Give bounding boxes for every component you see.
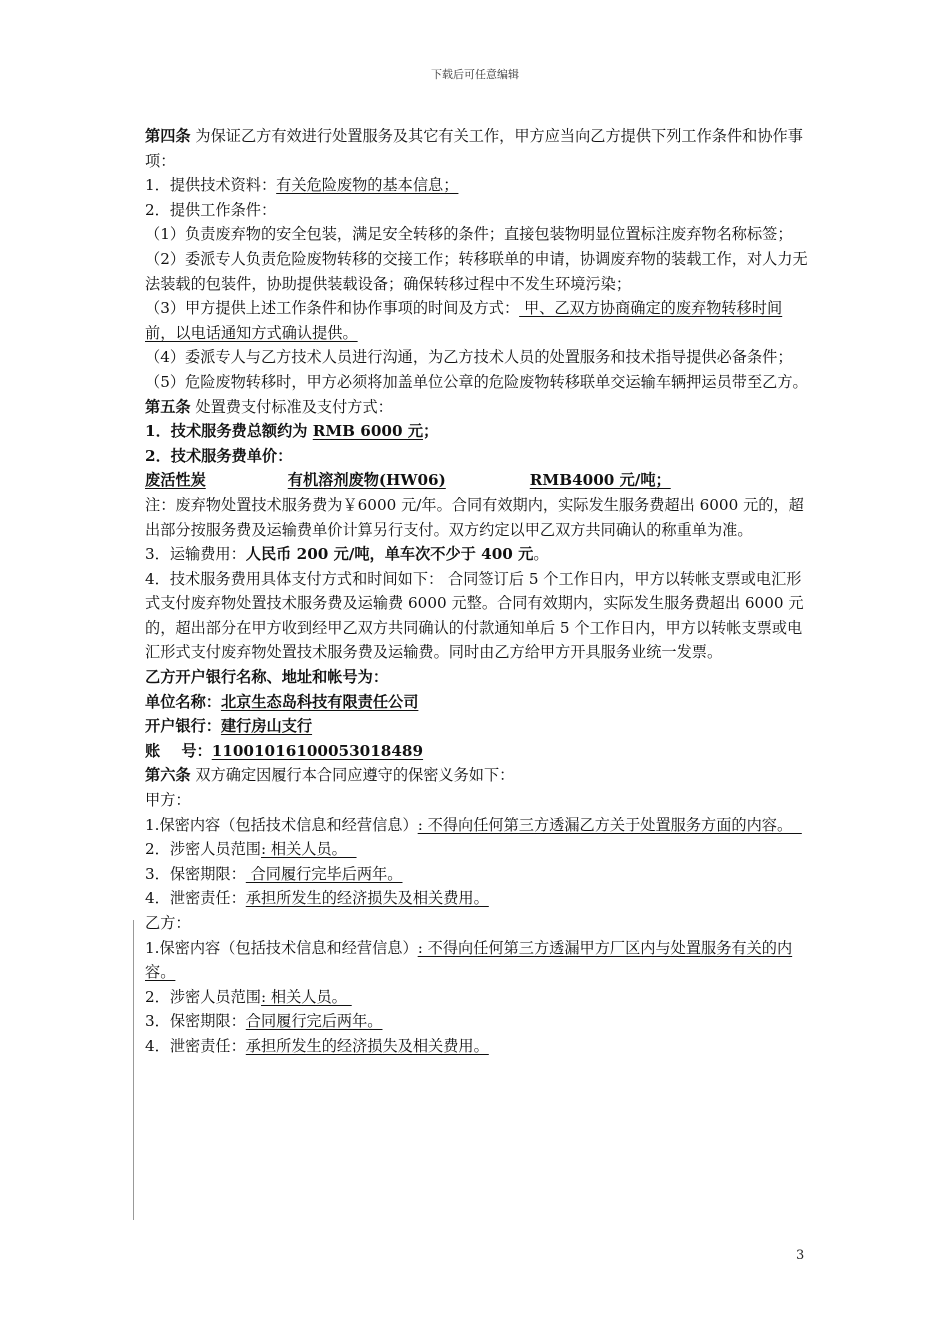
page-header: 下载后可任意编辑 <box>431 68 519 81</box>
article4-sub5: （5）危险废物转移时，甲方必须将加盖单位公章的危险废物转移联单交运输车辆押运员带至乙方。 <box>145 372 808 391</box>
price-item-price: RMB4000 元/吨 <box>529 471 656 490</box>
price-item-name: 废活性炭 <box>145 471 206 490</box>
party-a-item4: 4．泄密责任：承担所发生的经济损失及相关费用。 <box>145 889 489 908</box>
party-a-item3: 3．保密期限： 合同履行完毕后两年。 <box>145 864 403 883</box>
party-b-item4: 4．泄密责任：承担所发生的经济损失及相关费用。 <box>145 1036 489 1055</box>
price-row: 废活性炭 有机溶剂废物(HW06) RMB4000 元/吨； <box>145 471 671 490</box>
article5-note: 注：废弃物处置技术服务费为￥6000 元/年。合同有效期内，实际发生服务费超出 6000 元的，超出部分按服务费及运输费单价计算另行支付。双方约定以甲乙双方共同确认的称重单为准。 <box>145 495 804 539</box>
article4-item2: 2．提供工作条件： <box>145 200 277 219</box>
bank-heading: 乙方开户银行名称、地址和帐号为： <box>145 668 388 687</box>
party-b-item2: 2．涉密人员范围: 相关人员。 <box>145 987 352 1006</box>
party-b-item1: 1.保密内容（包括技术信息和经营信息）: 不得向任何第三方透漏甲方厂区内与处置服务有关的内容。 <box>145 938 793 982</box>
document-body <box>145 124 810 1059</box>
party-b-heading: 乙方： <box>145 914 191 932</box>
article4-title: 第四条 <box>145 127 191 145</box>
article6-intro: 第六条 双方确定因履行本合同应遵守的保密义务如下： <box>145 766 515 785</box>
article4-sub1: （1）负责废弃物的安全包装，满足安全转移的条件；直接包装物明显位置标注废弃物名称标签； <box>145 225 793 244</box>
article5-item4: 4．技术服务费用具体支付方式和时间如下： 合同签订后 5 个工作日内，甲方以转帐支票或电汇形式支付废弃物处置技术服务费及运输费 6000 元整。合同有效期内，实际发生服务费超出 6000 元的，超出部分在甲方收到经甲乙双方共同确认的付款通知单后 5 个工作日内，甲方以转帐支票或电汇形式支付废弃物处置技术服务费及运输费。同时由乙方给甲方开具服务业统一发票。 <box>145 569 804 662</box>
article6-title: 第六条 <box>145 766 191 785</box>
article5-item3: 3．运输费用：人民币 200 元/吨，单车次不少于 400 元。 <box>145 545 549 564</box>
article4-intro: 第四条 为保证乙方有效进行处置服务及其它有关工作，甲方应当向乙方提供下列工作条件和协作事项： <box>145 127 803 170</box>
article4-sub2: （2）委派专人负责危险废物转移的交接工作；转移联单的申请，协调废弃物的装载工作，对人力无法装载的包装件，协助提供装载设备；确保转移过程中不发生环境污染； <box>145 249 808 293</box>
company-line: 单位名称：北京生态岛科技有限责任公司 <box>145 692 419 711</box>
margin-change-bar <box>133 920 134 1220</box>
party-a-item1: 1.保密内容（包括技术信息和经营信息）: 不得向任何第三方透漏乙方关于处置服务方面的内容。 <box>145 815 802 834</box>
account-line: 账 号：11001016100053018489 <box>145 741 424 760</box>
price-item-category: 有机溶剂废物(HW06) <box>287 471 446 490</box>
bank-line: 开户银行：建行房山支行 <box>145 717 313 736</box>
party-a-item2: 2．涉密人员范围: 相关人员。 <box>145 840 357 859</box>
party-b-item3: 3．保密期限：合同履行完后两年。 <box>145 1012 383 1031</box>
article5-item2: 2．技术服务费单价： <box>145 446 293 465</box>
article5-intro: 第五条 处置费支付标准及支付方式： <box>145 397 393 416</box>
party-a-heading: 甲方： <box>145 791 191 810</box>
page-number: 3 <box>796 1248 805 1263</box>
article4-sub3: （3）甲方提供上述工作条件和协作事项的时间及方式： 甲、乙双方协商确定的废弃物转移时间前，以电话通知方式确认提供。 <box>145 299 783 342</box>
article5-item1: 1．技术服务费总额约为 RMB 6000 元； <box>145 422 439 441</box>
article4-item1: 1．提供技术资料：有关危险废物的基本信息； <box>145 176 459 195</box>
article5-title: 第五条 <box>145 397 191 416</box>
article4-sub4: （4）委派专人与乙方技术人员进行沟通，为乙方技术人员的处置服务和技术指导提供必备条件； <box>145 348 793 367</box>
